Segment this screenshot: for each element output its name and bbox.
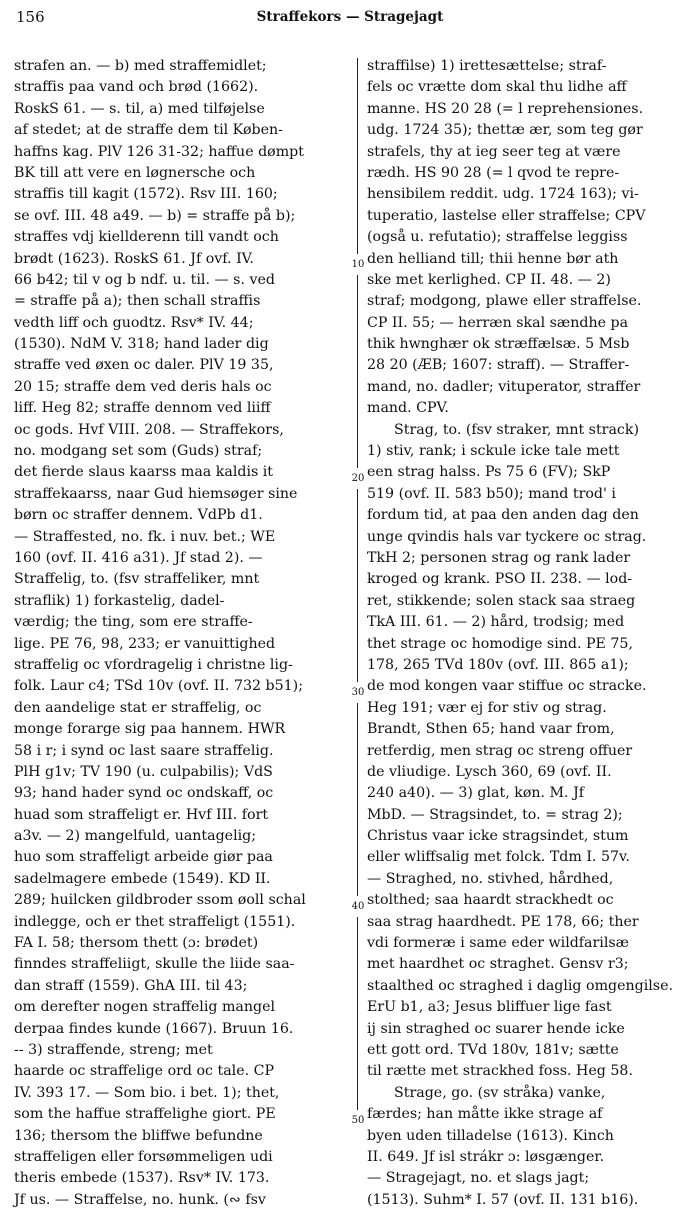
text-line: TkA III. 61. — 2) hård, trodsig; med [367,614,625,631]
text-line: af stedet; at de straffe dem til Køben- [14,122,283,139]
text-line: de vliudige. Lysch 360, 69 (ovf. II. [367,763,612,780]
text-line: straflik) 1) forkastelig, dadel- [14,592,225,609]
text-line: 1) stiv, rank; i sckule icke tale mett [367,443,620,460]
left-column [14,56,348,1211]
text-line: som the haffue straffelighe giort. PE [14,1106,276,1123]
text-line: 519 (ovf. II. 583 b50); mand trod' i [367,485,616,502]
text-line: rædh. HS 90 28 (= l qvod te repre- [367,164,620,181]
text-line: liff. Heg 82; straffe dennom ved liiff [14,400,271,417]
text-line: brødt (1623). RoskS 61. Jf ovf. IV. [14,250,254,267]
text-line: Brandt, Sthen 65; hand vaar from, [367,721,615,738]
text-line: straffelig oc vfordragelig i christne lig- [14,656,293,673]
text-line: det fierde slaus kaarss maa kaldis it [14,464,274,481]
text-line: no. modgang set som (Guds) straf; [14,443,263,460]
text-line: Strage, go. (sv stråka) vanke, [367,1084,606,1101]
text-line: til rætte met strackhed foss. Heg 58. [367,1063,633,1080]
text-line: straf; modgong, plawe eller straffelse. [367,293,642,310]
text-line: 289; huilcken gildbroder ssom øoll schal [14,892,306,909]
text-line: mand. CPV. [367,400,449,417]
text-line: TkH 2; personen strag og rank lader [367,549,631,566]
text-line: oc gods. Hvf VIII. 208. — Straffekors, [14,421,284,438]
text-line: lige. PE 76, 98, 233; er vanuittighed [14,635,276,652]
text-line: RoskS 61. — s. til, a) med tilføjelse [14,100,265,117]
text-line: de mod kongen vaar stiffue oc stracke. [367,678,647,695]
text-line: indlegge, och er thet straffeligt (1551). [14,913,296,930]
text-line: -- 3) straffende, streng; met [14,1041,213,1058]
text-line: eller wliffsalig met folck. Tdm I. 57v. [367,849,630,866]
text-line: værdig; the ting, som ere straffe- [14,614,253,631]
text-line: straffis till kagit (1572). Rsv III. 160; [14,186,278,203]
text-line: vdi formeræ i same eder wildfarilsæ [367,935,629,952]
text-line: staalthed oc straghed i daglig omgengilse. [367,977,673,994]
text-line: saa strag haardhedt. PE 178, 66; ther [367,913,639,930]
text-line: straffe ved øxen oc daler. PlV 19 35, [14,357,274,374]
text-line: BK till att vere en løgnersche och [14,164,256,181]
text-line: ett gott ord. TVd 180v, 181v; sætte [367,1041,619,1058]
text-line: stolthed; saa haardt strackhedt oc [367,892,614,909]
text-line: straffis paa vand och brød (1662). [14,79,259,96]
line-number: 50 [351,1110,365,1131]
text-line: straffes vdj kiellderenn till vandt och [14,229,279,246]
page-number: 156 [16,8,45,26]
text-line: CP II. 55; — herræn skal sændhe pa [367,314,629,331]
text-line: fels oc vrætte dom skal thu lidhe aff [367,79,627,96]
text-line: se ovf. III. 48 a49. — b) = straffe på b); [14,207,296,224]
text-line: (1513). Suhm* I. 57 (ovf. II. 131 b16). [367,1191,639,1208]
text-line: (også u. refutatio); straffelse leggiss [367,229,628,246]
text-line: Heg 191; vær ej for stiv og strag. [367,699,607,716]
text-line: fordum tid, at paa den anden dag den [367,507,639,524]
text-line: byen uden tilladelse (1613). Kinch [367,1127,614,1144]
text-line: derpaa findes kunde (1667). Bruun 16. [14,1020,294,1037]
text-line: unge qvindis hals var tyckere oc strag. [367,528,647,545]
text-line: færdes; han måtte ikke strage af [367,1106,603,1123]
text-line: dan straff (1559). GhA III. til 43; [14,977,248,994]
text-line: ErU b1, a3; Jesus bliffuer lige fast [367,999,612,1016]
line-number: 40 [351,896,365,917]
text-line: straffilse) 1) irettesættelse; straf- [367,58,607,74]
text-line: 58 i r; i synd oc last saare straffelig. [14,742,274,759]
text-line: 240 a40). — 3) glat, køn. M. Jf [367,785,585,802]
text-line: MbD. — Stragsindet, to. = strag 2); [367,806,623,823]
text-line: (1530). NdM V. 318; hand lader dig [14,336,269,353]
text-line: finndes straffeliigt, skulle the liide saa- [14,956,295,973]
text-line: straffeligen eller forsømmeligen udi [14,1148,273,1165]
text-line: 136; thersom the bliffwe befundne [14,1127,263,1144]
text-line: den helliand till; thii henne bør ath [367,250,619,267]
text-line: = straffe på a); then schall straffis [14,293,261,310]
text-line: 178, 265 TVd 180v (ovf. III. 865 a1); [367,656,629,673]
text-line: Strag, to. (fsv straker, mnt strack) [367,421,639,438]
line-number: 20 [351,468,365,489]
text-line: haffns kag. PlV 126 31-32; haffue dømpt [14,143,304,160]
text-line: huad som straffeligt er. Hvf III. fort [14,806,269,823]
text-line: Straffelig, to. (fsv straffeliker, mnt [14,571,260,588]
line-number: 10 [351,254,365,275]
text-line: ret, stikkende; solen stack saa straeg [367,592,636,609]
text-line: mand, no. dadler; vituperator, straffer [367,378,641,395]
column-divider [357,58,358,1124]
text-line: 93; hand hader synd oc ondskaff, oc [14,785,274,802]
text-line: — Stragejagt, no. et slags jagt; [367,1170,590,1187]
page-header [10,6,690,32]
text-line: 20 15; straffe dem ved deris hals oc [14,378,272,395]
text-line: PlH g1v; TV 190 (u. culpabilis); VdS [14,763,273,780]
text-line: børn oc straffer dennem. VdPb d1. [14,507,263,524]
text-line: folk. Laur c4; TSd 10v (ovf. II. 732 b51); [14,678,303,695]
text-line: tuperatio, lastelse eller straffelse; CPV [367,207,646,224]
text-line: met haardhet oc straghet. Gensv r3; [367,956,629,973]
text-line: strafels, thy at ieg seer teg at være [367,143,621,160]
text-line: — Straghed, no. stivhed, hårdhed, [367,870,614,887]
text-line: a3v. — 2) mangelfuld, uantagelig; [14,828,257,845]
text-line: vedth liff och guodtz. Rsv* IV. 44; [14,314,254,331]
right-column [367,56,691,1211]
text-line: udg. 1724 35); thettæ ær, som teg gør [367,122,643,139]
text-line: sadelmagere embede (1549). KD II. [14,870,271,887]
text-line: haarde oc straffelige ord oc tale. CP [14,1063,275,1080]
text-line: Jf us. — Straffelse, no. hunk. (∾ fsv [14,1191,266,1208]
text-line: FA I. 58; thersom thett (ɔ: brødet) [14,935,259,952]
text-line: thet strage oc homodige sind. PE 75, [367,635,633,652]
text-line: Christus vaar icke stragsindet, stum [367,828,629,845]
text-line: hensibilem reddit. udg. 1724 163); vi- [367,186,639,203]
text-line: manne. HS 20 28 (= l reprehensiones. [367,100,644,117]
text-line: theris embede (1537). Rsv* IV. 173. [14,1170,270,1187]
text-line: kroged og krank. PSO II. 238. — lod- [367,571,633,588]
running-head: Straffekors — Stragejagt [256,9,444,25]
text-line: thik hwnghær ok stræffælsæ. 5 Msb [367,336,630,353]
text-line: retferdig, men strag oc streng offuer [367,742,633,759]
line-number: 30 [351,682,365,703]
text-line: 66 b42; til v og b ndf. u. til. — s. ved [14,271,275,288]
text-line: ske met kerlighed. CP II. 48. — 2) [367,271,611,288]
text-line: — Straffested, no. fk. i nuv. bet.; WE [14,528,276,545]
text-line: monge forarge sig paa hannem. HWR [14,721,286,738]
text-line: om derefter nogen straffelig mangel [14,999,276,1016]
text-line: straffekaarss, naar Gud hiemsøger sine [14,485,298,502]
text-line: IV. 393 17. — Som bio. i bet. 1); thet, [14,1084,280,1101]
text-line: ij sin straghed oc suarer hende icke [367,1020,625,1037]
text-line: een strag halss. Ps 75 6 (FV); SkP [367,464,611,481]
text-line: II. 649. Jf isl strákr ɔ: løsgænger. [367,1148,605,1165]
text-line: 160 (ovf. II. 416 a31). Jf stad 2). — [14,549,263,566]
text-line: huo som straffeligt arbeide giør paa [14,849,273,866]
text-line: strafen an. — b) med straffemidlet; [14,58,267,74]
text-line: den aandelige stat er straffelig, oc [14,699,262,716]
text-line: 28 20 (ÆB; 1607: straff). — Straffer- [367,357,630,374]
